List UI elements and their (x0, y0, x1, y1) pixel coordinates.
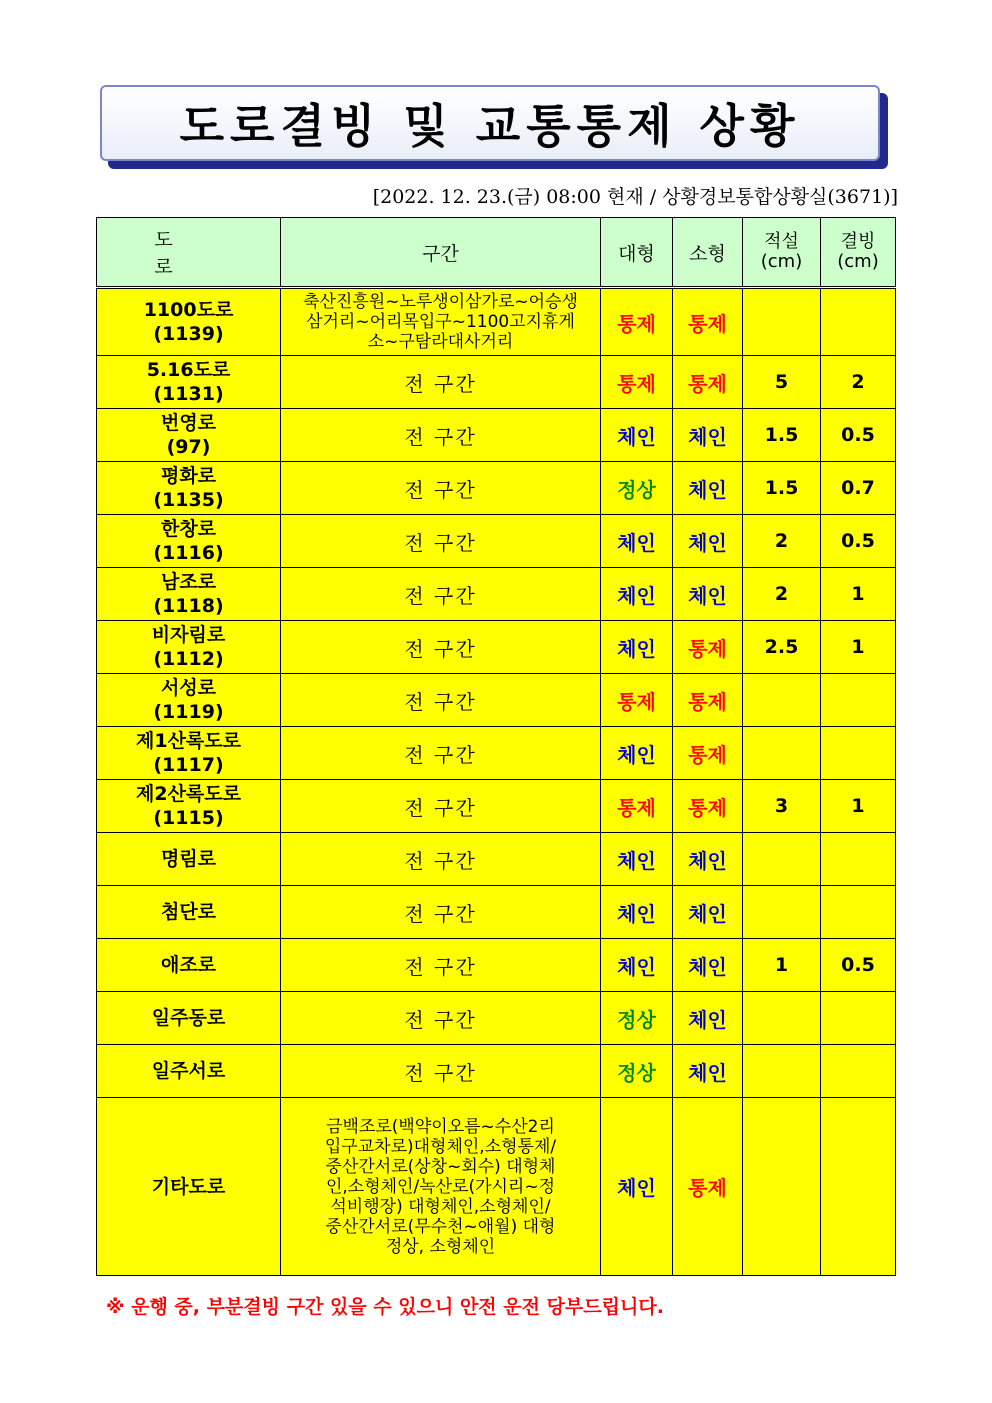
road-name-cell: 서성로 (1119) (97, 674, 281, 727)
road-name-cell: 평화로 (1135) (97, 462, 281, 515)
table-row (97, 356, 896, 409)
section-cell: 전 구간 (281, 356, 601, 409)
large-vehicle-status: 체인 (601, 621, 673, 674)
snow-depth-cell (743, 886, 821, 939)
small-vehicle-status: 체인 (673, 409, 743, 462)
section-line: 석비행장) 대형체인,소형체인/ (330, 1196, 551, 1217)
large-vehicle-status: 체인 (601, 1098, 673, 1276)
road-name-cell: 5.16도로 (1131) (97, 356, 281, 409)
ice-depth-cell (821, 1045, 896, 1098)
header-snow-label: 적설 (cm) (760, 231, 803, 272)
table-row (97, 515, 896, 568)
ice-depth-cell: 0.7 (821, 462, 896, 515)
header-small: 소형 (673, 218, 743, 288)
ice-depth-cell: 1 (821, 568, 896, 621)
snow-depth-cell: 1.5 (743, 409, 821, 462)
section-line: 정상, 소형체인 (385, 1236, 496, 1257)
road-name-cell: 기타도로 (97, 1098, 281, 1276)
section-line: 중산간서로(상창~회수) 대형체 (325, 1156, 556, 1177)
large-vehicle-status: 체인 (601, 886, 673, 939)
section-line: 입구교차로)대형체인,소형통제/ (324, 1136, 557, 1157)
small-vehicle-status: 체인 (673, 515, 743, 568)
snow-depth-cell (743, 674, 821, 727)
table-row (97, 992, 896, 1045)
ice-depth-cell: 0.5 (821, 409, 896, 462)
ice-depth-cell: 1 (821, 780, 896, 833)
ice-depth-cell (821, 674, 896, 727)
large-vehicle-status: 통제 (601, 674, 673, 727)
table-row (97, 462, 896, 515)
snow-depth-cell (743, 727, 821, 780)
section-cell: 전 구간 (281, 568, 601, 621)
road-name-cell: 일주서로 (97, 1045, 281, 1098)
page-title: 도로결빙 및 교통통제 상황 (179, 99, 801, 153)
table-row (97, 1045, 896, 1098)
table-row (97, 409, 896, 462)
snow-depth-cell: 2 (743, 568, 821, 621)
small-vehicle-status: 통제 (673, 356, 743, 409)
large-vehicle-status: 정상 (601, 462, 673, 515)
section-cell: 전 구간 (281, 674, 601, 727)
road-name-cell: 첨단로 (97, 886, 281, 939)
ice-depth-cell (821, 992, 896, 1045)
large-vehicle-status: 체인 (601, 939, 673, 992)
section-cell: 전 구간 (281, 886, 601, 939)
table-row (97, 780, 896, 833)
large-vehicle-status: 통제 (601, 356, 673, 409)
section-cell (281, 1098, 601, 1276)
road-name-cell: 제2산록도로 (1115) (97, 780, 281, 833)
small-vehicle-status: 통제 (673, 288, 743, 356)
snow-depth-cell (743, 833, 821, 886)
large-vehicle-status: 체인 (601, 515, 673, 568)
road-name-cell: 번영로 (97) (97, 409, 281, 462)
small-vehicle-status: 체인 (673, 833, 743, 886)
large-vehicle-status: 체인 (601, 409, 673, 462)
section-cell (281, 288, 601, 356)
section-cell: 전 구간 (281, 780, 601, 833)
section-line: 인,소형체인/녹산로(가시리~정 (325, 1176, 556, 1197)
table-row (97, 886, 896, 939)
road-name-cell: 비자림로 (1112) (97, 621, 281, 674)
table-row (97, 288, 896, 356)
large-vehicle-status: 통제 (601, 780, 673, 833)
report-timestamp: [2022. 12. 23.(금) 08:00 현재 / 상황경보통합상황실(3671)] (372, 186, 898, 208)
ice-depth-cell: 0.5 (821, 939, 896, 992)
section-line: 축산진흥원~노루생이삼가로~어승생 (303, 292, 578, 312)
snow-depth-cell: 1.5 (743, 462, 821, 515)
header-section: 구간 (281, 218, 601, 288)
title-banner (100, 85, 886, 165)
header-ice (821, 218, 896, 288)
section-line: 금백조로(백약이오름~수산2리 (326, 1116, 555, 1137)
ice-depth-cell (821, 288, 896, 356)
snow-depth-cell (743, 288, 821, 356)
large-vehicle-status: 정상 (601, 992, 673, 1045)
snow-depth-cell (743, 1045, 821, 1098)
small-vehicle-status: 통제 (673, 1098, 743, 1276)
large-vehicle-status: 통제 (601, 288, 673, 356)
small-vehicle-status: 통제 (673, 780, 743, 833)
road-name-cell: 남조로 (1118) (97, 568, 281, 621)
snow-depth-cell (743, 992, 821, 1045)
small-vehicle-status: 체인 (673, 939, 743, 992)
large-vehicle-status: 체인 (601, 727, 673, 780)
ice-depth-cell: 0.5 (821, 515, 896, 568)
table-row (97, 674, 896, 727)
small-vehicle-status: 통제 (673, 621, 743, 674)
large-vehicle-status: 정상 (601, 1045, 673, 1098)
table-row (97, 568, 896, 621)
snow-depth-cell: 3 (743, 780, 821, 833)
safety-notice: ※ 운행 중, 부분결빙 구간 있을 수 있으니 안전 운전 당부드립니다. (106, 1296, 664, 1318)
snow-depth-cell: 2 (743, 515, 821, 568)
section-cell: 전 구간 (281, 409, 601, 462)
small-vehicle-status: 체인 (673, 462, 743, 515)
section-line: 소~구탐라대사거리 (367, 332, 514, 352)
section-line: 삼거리~어리목입구~1100고지휴게 (306, 312, 575, 332)
road-name-cell: 제1산록도로 (1117) (97, 727, 281, 780)
header-ice-label: 결빙 (cm) (837, 231, 879, 272)
table-row (97, 621, 896, 674)
section-cell: 전 구간 (281, 939, 601, 992)
ice-depth-cell (821, 727, 896, 780)
road-name-cell: 1100도로 (1139) (97, 288, 281, 356)
table-row (97, 1098, 896, 1276)
road-name-cell: 한창로 (1116) (97, 515, 281, 568)
ice-depth-cell: 1 (821, 621, 896, 674)
section-cell: 전 구간 (281, 462, 601, 515)
snow-depth-cell: 5 (743, 356, 821, 409)
table-header-row (97, 218, 896, 288)
section-cell: 전 구간 (281, 992, 601, 1045)
ice-depth-cell (821, 1098, 896, 1276)
header-large: 대형 (601, 218, 673, 288)
small-vehicle-status: 체인 (673, 568, 743, 621)
section-cell: 전 구간 (281, 1045, 601, 1098)
section-cell: 전 구간 (281, 727, 601, 780)
large-vehicle-status: 체인 (601, 568, 673, 621)
section-cell: 전 구간 (281, 515, 601, 568)
road-name-cell: 애조로 (97, 939, 281, 992)
road-name-cell: 일주동로 (97, 992, 281, 1045)
header-road: 도 로 (97, 218, 281, 288)
table-row (97, 727, 896, 780)
table-row (97, 939, 896, 992)
section-line: 중산간서로(무수천~애월) 대형 (325, 1216, 556, 1237)
small-vehicle-status: 체인 (673, 992, 743, 1045)
header-snow (743, 218, 821, 288)
small-vehicle-status: 체인 (673, 886, 743, 939)
large-vehicle-status: 체인 (601, 833, 673, 886)
title-box (100, 85, 880, 161)
table-row (97, 833, 896, 886)
small-vehicle-status: 통제 (673, 727, 743, 780)
road-name-cell: 명림로 (97, 833, 281, 886)
section-cell: 전 구간 (281, 621, 601, 674)
small-vehicle-status: 체인 (673, 1045, 743, 1098)
ice-depth-cell (821, 886, 896, 939)
snow-depth-cell (743, 1098, 821, 1276)
ice-depth-cell (821, 833, 896, 886)
section-cell: 전 구간 (281, 833, 601, 886)
snow-depth-cell: 2.5 (743, 621, 821, 674)
road-status-table (96, 217, 896, 1276)
small-vehicle-status: 통제 (673, 674, 743, 727)
ice-depth-cell: 2 (821, 356, 896, 409)
snow-depth-cell: 1 (743, 939, 821, 992)
